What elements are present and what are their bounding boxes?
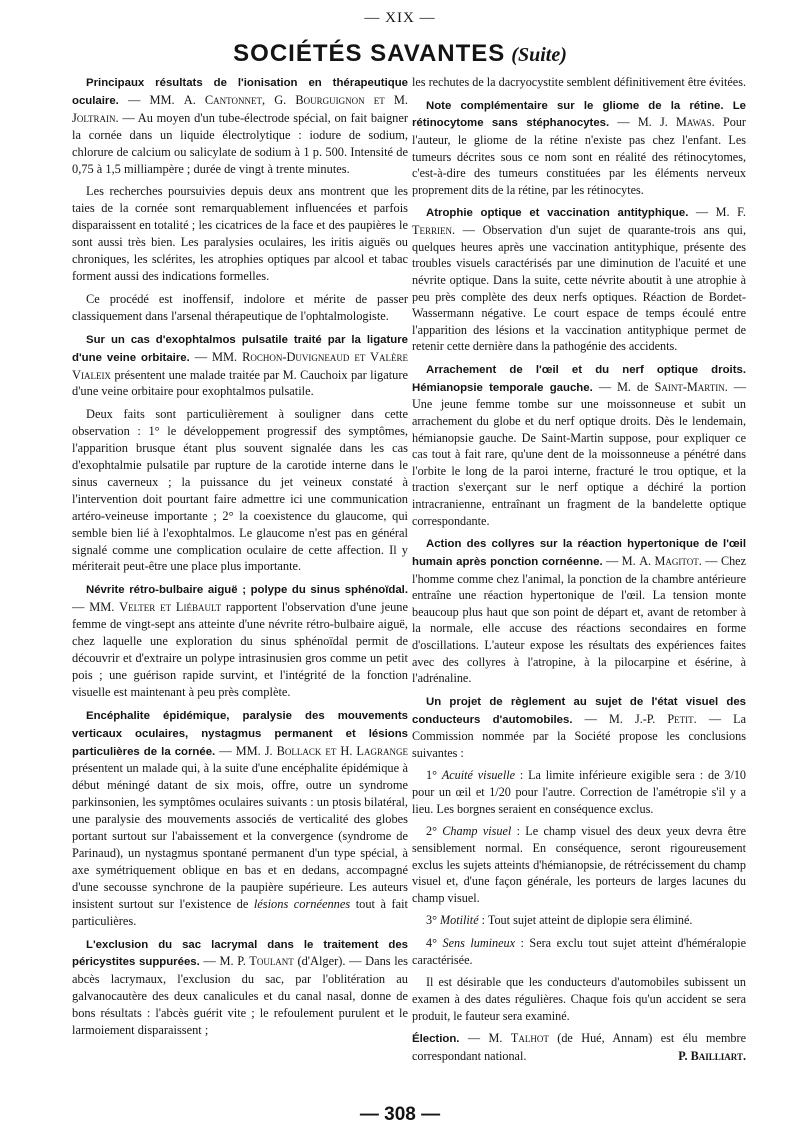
conclusion-item (412, 912, 746, 929)
article-exophtalmos (72, 331, 408, 576)
conclusion-number: 3° (426, 913, 437, 928)
article-title: Névrite rétro-bulbaire aiguë ; polype du sinus sphénoïdal. (86, 584, 408, 597)
article-exclusion-sac (72, 936, 408, 1039)
article-title: Sur un cas d'exophtalmos pulsatile traité par la ligature d'une veine orbitaire. (72, 333, 408, 364)
conclusion-text: : Tout sujet atteint de diplopie sera éliminé. (478, 913, 693, 928)
article-body: — La Commission nommée par la Société propose les conclusions suivantes : (412, 711, 746, 760)
article-body: — Chez l'homme comme chez l'animal, la ponction de la chambre antérieure entraîne une réaction hypertonique de l'œil. La tension monte beaucoup plus haut que son point de départ et, avant de retomber à la normale, elle accuse des réactions secondaires en forme d'oscillations. L'auteur expose les résultats des expériences faites avec des collyres à l'atropine, à la pilocarpine et ésérine, à l'adrénaline. (412, 553, 746, 686)
article-arrachement (412, 361, 746, 529)
article-body: tout à fait particulières. (72, 896, 408, 928)
article-body: Pour l'auteur, le gliome de la rétine n'existe pas chez l'enfant. Les tumeurs décrites sous ce nom sont en réalité des rétinocytomes, c'est-à-dire des tumeurs constituées par les éléments nerveux proprement dits de la rétine, par les rétinocytes. (412, 115, 746, 197)
article-paragraph (72, 707, 408, 930)
author-prefix: — M. (572, 711, 635, 726)
conclusion-number: 4° (426, 936, 437, 950)
article-paragraph: Deux faits sont particulièrement à souligner dans cette observation : 1° le développement progressif des symptômes, l'apparition brusque étant plus souvent signalée dans les cas d'exophtalmie pulsatile par rupture de la carotide interne dans le sinus caverneux ; la puissance du jet veineux constaté à l'intervention doit pourtant faire admettre ici une communication artéro-veineuse importante ; 2° la coexistence du glaucome, qui semble bien lié à l'exophtalmos. Le glaucome n'est pas en général signalé comme une complication oculaire de cette affection. Il y mériterait peut-être une place plus importante. (72, 407, 408, 574)
page-number: — 308 — (359, 1104, 441, 1125)
election-notice (412, 1030, 746, 1064)
article-nevrite (72, 581, 408, 700)
elected-member-name: Talhot (510, 1031, 549, 1046)
right-column (412, 74, 746, 1070)
article-authors: Velter et Liébault (119, 600, 222, 615)
conclusion-label: Sens lumineux (442, 936, 516, 950)
article-encephalite (72, 707, 408, 930)
page-header (0, 40, 800, 68)
article-title: L'exclusion du sac lacrymal dans le traitement des péricystites suppurées. (72, 938, 408, 969)
conclusion-number: 2° (426, 824, 437, 839)
conclusion-label: Acuité visuelle (441, 768, 516, 783)
conclusion-item (412, 767, 746, 817)
article-body: — Une jeune femme tombe sur une moissonneuse et subit un arrachement du globe et du nerf optique droits. Dès le lendemain, hémianopsie gauche. De Saint-Martin suppose, pour expliquer ce cas tout à fait rare, qu'une dent de la moissonneuse a pénétré dans l'orbite le long de la paroi interne, fracturé le trou optique, et la traction s'exerçant sur le nerf optique a déchiré la portion intracranienne, entraînant un fragment de la bandelette optique correspondante. (412, 379, 746, 528)
conclusion-item (412, 935, 746, 968)
article-title: Action des collyres sur la réaction hypertonique de l'œil humain après ponction cornéenne. (412, 538, 746, 568)
article-ionisation (72, 74, 408, 325)
conclusion-text: : Sera exclu tout sujet atteint d'héméralopie caractérisée. (412, 936, 747, 967)
article-paragraph: Les recherches poursuivies depuis deux ans montrent que les taies de la cornée sont remarquablement influencées et parfois disparaissent en totalité ; les cicatrices de la face et des paupières le sont aussi très bien. Les paralysies oculaires, les iritis aiguës ou chroniques, les sclérites, les atrophies optiques par alcool et tabac forment aussi des indications formelles. (72, 184, 408, 283)
article-paragraph (72, 936, 408, 1039)
author-prefix: — M. de (592, 379, 655, 394)
article-authors: J. Bollack et H. Lagrange (264, 743, 408, 758)
author-prefix: — MM. (118, 92, 184, 107)
article-title: Un projet de règlement au sujet de l'état visuel des conducteurs d'automobiles. (412, 695, 746, 726)
author-prefix: — M. (609, 115, 660, 130)
conclusion-text: : La limite inférieure exigible sera : de 3/10 pour un œil et 1/20 pour l'autre. Correction de l'amétropie s'il y a lieu. Les borgnes seraient en conséquence exclus. (412, 768, 747, 816)
article-authors: P. Toulant (237, 954, 294, 969)
article-body: présentent une malade traitée par M. Cauchoix par ligature d'une veine orbitaire pour exophtalmos pulsatile. (72, 367, 408, 399)
author-prefix: — MM. (72, 600, 120, 615)
article-paragraph (412, 535, 746, 687)
article-paragraph: Ce procédé est inoffensif, indolore et mérite de passer classiquement dans l'arsenal thérapeutique de l'ophtalmologiste. (72, 291, 408, 323)
article-authors: J. Mawas. (659, 115, 715, 130)
conclusion-text: : Le champ visuel des deux yeux devra être sensiblement normal. En conséquence, seront rigoureusement exclus les sujets atteints d'hémianopsie, de rétrécissement du champ visuel et, d'une façon générale, les porteurs de larges lacunes du champ visuel. (412, 824, 746, 905)
conclusion-item (412, 823, 746, 906)
article-body: — Dans les abcès lacrymaux, l'exclusion du sac, par l'oblitération au galvanocautère des deux canalicules et du canal nasal, donne de bons résultats : l'abcès guérit vite ; le refoulement purulent et le larmoiement disparaissent ; (72, 954, 408, 1038)
article-authors: J.-P. Petit. (634, 711, 697, 726)
article-title: Arrachement de l'œil et du nerf optique droits. Hémianopsie temporale gauche. (412, 364, 746, 394)
conclusion-label: Motilité (440, 913, 479, 928)
article-body: présentent un malade qui, à la suite d'une encéphalite épidémique à début méningé datant de six mois, offre, outre un syndrome parkinsonien, les symptômes oculaires suivants : un ptosis bilatéral, une paralysie des mouvements associés de verticalité des globes portant surtout sur l'abaissement et la convergence (syndrome de Parinaud), un nystagmus spontané permanent d'un type spécial, à axe symétriquement oblique en bas et en dedans, accompagné d'une secousse synchrone de la paupière supérieure. Les auteurs insistent surtout sur l'existence de (72, 761, 408, 911)
page-title: SOCIÉTÉS SAVANTES (233, 40, 506, 67)
author-prefix: — M. (459, 1031, 511, 1046)
author-prefix: — M. (688, 205, 738, 220)
election-title: Élection. (412, 1033, 460, 1046)
author-prefix: — M. (199, 954, 238, 969)
roman-page-numeral: — XIX — (364, 10, 436, 26)
author-prefix: — MM. (189, 349, 243, 364)
conclusion-number: 1° (426, 768, 437, 783)
author-prefix: — MM. (215, 743, 265, 758)
article-paragraph (412, 361, 746, 529)
page-title-suite: (Suite) (511, 44, 567, 66)
author-prefix: — M. (602, 553, 640, 568)
article-paragraph (412, 1030, 746, 1064)
article-authors: A. Cantonnet, G. Bourguignon et M. Joltrain. (72, 92, 408, 125)
article-collyres (412, 535, 746, 687)
article-gliome (412, 97, 746, 199)
article-continuation: les rechutes de la dacryocystite semblent définitivement être évitées. (412, 75, 747, 89)
signature: P. Bailliart. (678, 1048, 746, 1063)
article-paragraph (412, 693, 746, 762)
left-column (72, 74, 408, 1045)
article-body: — Au moyen d'un tube-électrode spécial, on fait baigner la cornée dans un liquide électrolytique : iodure de sodium, chlorure de calcium ou salicylate de sodium à 1 p. 500. Intensité de 0,75 à 1,5 milliampère ; durée de vingt à trente minutes. (72, 110, 408, 176)
article-atrophie-optique (412, 204, 746, 355)
article-paragraph (72, 74, 408, 177)
article-reglement-automobiles (412, 693, 746, 1024)
article-body: rapportent l'observation d'une jeune femme de vingt-sept ans atteinte d'une névrite rétro-bulbaire aiguë, chez laquelle une exploration du sinus sphénoïdal permit de découvrir et d'extraire un polype intrasinusien gros comme un petit pois ; une guérison rapide survint, et l'intégrité de la fonction visuelle est maintenant à peu près complète. (72, 600, 409, 699)
article-paragraph: Il est désirable que les conducteurs d'automobiles subissent un examen à des dates régulières. Chaque fois qu'un accident se sera produit, le fauteur sera examiné. (412, 975, 746, 1023)
article-title: Atrophie optique et vaccination antityphique. (426, 207, 689, 220)
article-body: — Observation d'un sujet de quarante-trois ans qui, quelques heures après une vaccination antityphique, présente des troubles visuels caractérisés par une diminution de l'acuité et une névrite optique. Dans la suite, cette névrite aboutit à une atrophie à peu près complète des deux nerfs optiques. Réaction de Bordet-Wassermann négative. Le court espace de temps écoulé entre l'apparition des lésions et la vaccination antityphique permet de retenir cette dernière dans la pathogénie des accidents. (412, 223, 746, 354)
article-italic-term: lésions cornéennes (253, 896, 351, 911)
article-authors: Rochon-Duvigneaud et Valère Vialeix (72, 349, 408, 382)
author-affiliation: (d'Alger). (293, 954, 346, 969)
article-title: Encéphalite épidémique, paralysie des mouvements verticaux oculaires, nystagmus permanent et lésions particulières de la cornée. (72, 709, 408, 758)
article-authors: Saint-Martin. (654, 379, 728, 394)
article-paragraph (72, 331, 408, 401)
election-text: (de Hué, Annam) est élu membre correspondant national. (412, 1031, 746, 1063)
article-title: Note complémentaire sur le gliome de la rétine. Le rétinocytome sans stéphanocytes. (412, 99, 746, 130)
article-paragraph (72, 581, 408, 700)
article-authors: F. Terrien. (412, 205, 746, 237)
article-authors: A. Magitot. (639, 553, 702, 568)
article-title: Principaux résultats de l'ionisation en thérapeutique oculaire. (72, 77, 408, 107)
article-paragraph (412, 204, 746, 355)
article-paragraph (412, 97, 746, 199)
conclusion-label: Champ visuel (442, 824, 512, 839)
